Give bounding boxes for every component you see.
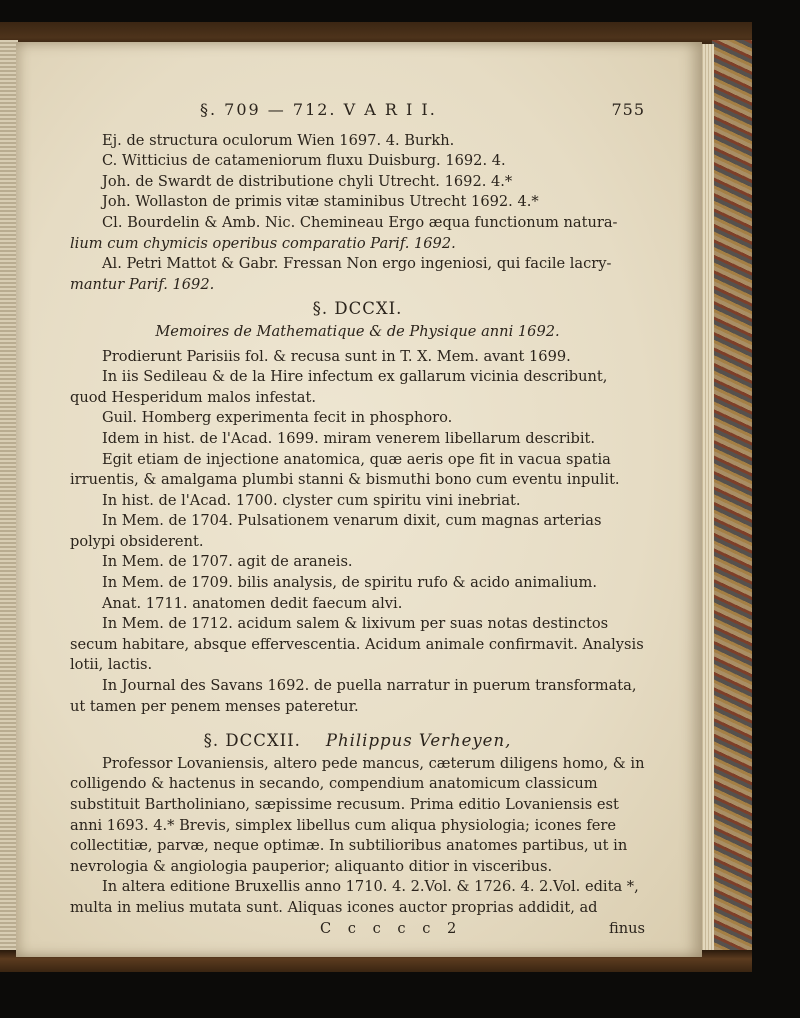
- paragraph: Egit etiam de injectione anatomica, quæ aeris ope fit in vacua spatia irruentis, & amalgama plumbi stanni & bismuthi bono cum eventu inpulit.: [70, 450, 620, 489]
- entry-line-cont: mantur Parif. 1692.: [70, 275, 215, 293]
- section-title-712: [70, 731, 645, 752]
- entry-line: Cl. Bourdelin & Amb. Nic. Chemineau Ergo æqua functionum natura-: [102, 213, 618, 231]
- paragraph: In Mem. de 1712. acidum salem & lixivum per suas notas destinctos secum habitare, absque effervescentia. Acidum animale confirmavit. Analysis lotii, lactis.: [70, 615, 644, 674]
- paragraph: In Mem. de 1709. bilis analysis, de spiritu rufo & acido animalium.: [102, 574, 597, 592]
- entry-line: Al. Petri Mattot & Gabr. Fressan Non ergo ingeniosi, qui facile lacry-: [102, 255, 612, 273]
- page-number: 755: [611, 100, 645, 119]
- paragraph: In iis Sedileau & de la Hire infectum ex gallarum vicinia describunt, quod Hesperidum malos infestat.: [70, 368, 608, 406]
- marbled-edge: [712, 40, 752, 960]
- entry-line: Joh. de Swardt de distributione chyli Utrecht. 1692. 4.*: [102, 172, 513, 190]
- section-number-712: §. DCCXII.: [203, 731, 301, 751]
- paragraph: In hist. de l'Acad. 1700. clyster cum spiritu vini inebriat.: [102, 491, 521, 509]
- section-subtitle-711: Memoires de Mathematique & de Physique anni 1692.: [155, 322, 560, 340]
- page-text: [70, 100, 645, 939]
- paragraph: Anat. 1711. anatomen dedit faecum alvi.: [102, 594, 403, 612]
- paragraph: In altera editione Bruxellis anno 1710. 4. 2.Vol. & 1726. 4. 2.Vol. edita *, multa in melius mutata sunt. Aliquas icones auctor proprias addidit, ad: [70, 878, 639, 916]
- paragraph: Prodierunt Parisiis fol. & recusa sunt in T. X. Mem. avant 1699.: [102, 347, 571, 365]
- entry-line: Joh. Wollaston de primis vitæ staminibus Utrecht 1692. 4.*: [102, 193, 539, 211]
- paragraph: In Mem. de 1707. agit de araneis.: [102, 553, 353, 571]
- paragraph: Guil. Homberg experimenta fecit in phosphoro.: [102, 409, 453, 427]
- paragraph: Idem in hist. de l'Acad. 1699. miram venerem libellarum describit.: [102, 429, 596, 447]
- page-footer: [70, 919, 645, 940]
- running-header: [200, 100, 645, 121]
- running-head: §. 709 — 712. V A R I I.: [200, 100, 437, 119]
- catchword: finus: [608, 919, 645, 937]
- section-title-711: §. DCCXI.: [312, 299, 403, 319]
- paragraph: In Journal des Savans 1692. de puella narratur in puerum transformata, ut tamen per penem menses pateretur.: [70, 677, 637, 715]
- entry-line-cont: lium cum chymicis operibus comparatio Parif. 1692.: [70, 234, 456, 252]
- section-name-712: Philippus Verheyen,: [325, 731, 512, 751]
- paragraph: In Mem. de 1704. Pulsationem venarum dixit, cum magnas arterias polypi obsiderent.: [70, 512, 602, 550]
- entry-line: Ej. de structura oculorum Wien 1697. 4. Burkh.: [102, 131, 455, 149]
- entry-line: C. Witticius de catameniorum fluxu Duisburg. 1692. 4.: [102, 152, 506, 170]
- paragraph: Professor Lovaniensis, altero pede mancus, cæterum diligens homo, & in colligendo & hactenus in secando, compendium anatomicum classicum substituit Bartholiniano, sæpissime recusum. Prima editio Lovaniensis est anni 1693. 4.* Brevis, simplex libellus cum aliqua physiologia; icones fere collectitiæ, parvæ, neque optimæ. In subtilioribus anatomes partibus, ut in nevrologia & angiologia pauperior; aliquanto ditior in visceribus.: [70, 754, 645, 875]
- signature-mark: C c c c c 2: [320, 919, 463, 937]
